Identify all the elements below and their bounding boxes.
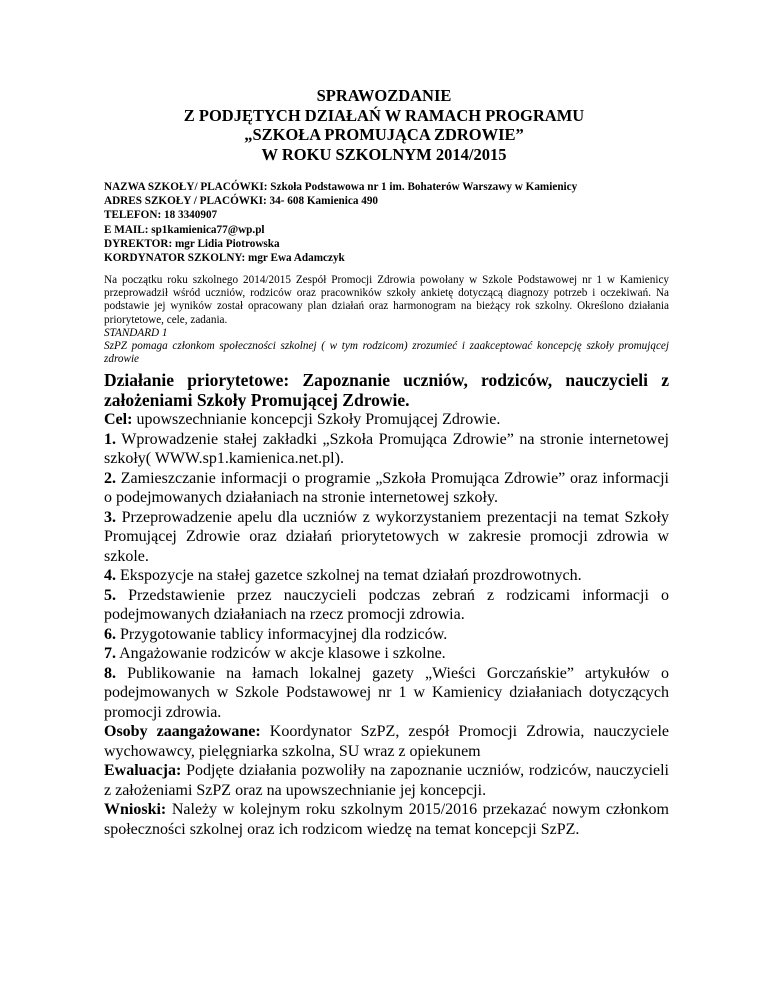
action-item-number: 4. [104,567,116,584]
goal-label: Cel: [104,411,133,428]
action-item [104,625,669,645]
title-line: W ROKU SZKOLNYM 2014/2015 [261,144,507,164]
people-paragraph [104,722,669,761]
action-item-text: Zamieszczanie informacji o programie „Szkoła Promująca Zdrowie” oraz informacji o podejmowanych działaniach na stronie internetowej szkoły. [104,469,669,506]
standard-label: STANDARD 1 [104,326,168,339]
action-item [104,508,669,567]
action-item-text: Angażowanie rodziców w akcje klasowe i szkolne. [116,645,446,662]
action-item [104,586,669,625]
school-email-line: E MAIL: sp1kamienica77@wp.pl [104,223,265,236]
school-coordinator-line: KORDYNATOR SZKOLNY: mgr Ewa Adamczyk [104,252,345,265]
conclusions-paragraph [104,800,669,839]
action-item [104,469,669,508]
intro-paragraph: Na początku roku szkolnego 2014/2015 Zespół Promocji Zdrowia powołany w Szkole Podstawowej nr 1 w Kamienicy przeprowadził wśród uczniów, rodziców oraz pracowników szkoły ankietę dotyczącą diagnozy potrzeb i oczekiwań. Na podstawie jej wyników został opracowany plan działań oraz harmonogram na bieżący rok szkolny. Określono działania priorytetowe, cele, zadania. [104,274,669,326]
action-item-number: 6. [104,625,116,643]
report-title [0,86,768,164]
action-item [104,664,669,723]
school-address-line: ADRES SZKOŁY / PLACÓWKI: 34- 608 Kamienica 490 [104,195,379,208]
title-line: SPRAWOZDANIE [316,86,452,105]
conclusions-label: Wnioski: [104,801,167,818]
action-item-text: Przygotowanie tablicy informacyjnej dla rodziców. [116,625,448,643]
intro-section [104,274,669,366]
priority-action-heading: Działanie priorytetowe: Zapoznanie uczniów, rodziców, nauczycieli z założeniami Szkoły Promującej Zdrowie. [104,370,669,410]
action-item-number: 5. [104,586,116,604]
action-item-number: 1. [104,430,116,448]
school-name-line: NAZWA SZKOŁY/ PLACÓWKI: Szkoła Podstawowa nr 1 im. Bohaterów Warszawy w Kamienicy [104,181,578,193]
action-item [104,566,669,586]
action-item [104,644,669,664]
goal-text: upowszechnianie koncepcji Szkoły Promującej Zdrowie. [132,411,501,428]
title-line: „SZKOŁA PROMUJĄCA ZDROWIE” [244,125,524,144]
goal-paragraph [104,410,669,430]
evaluation-paragraph [104,761,669,800]
action-item-text: Przedstawienie przez nauczycieli podczas zebrań z rodzicami informacji o podejmowanych działaniach na rzecz promocji zdrowia. [104,586,669,623]
people-label: Osoby zaangażowane: [104,723,261,740]
conclusions-text: Należy w kolejnym roku szkolnym 2015/2016 przekazać nowym członkom społeczności szkolnej oraz ich rodzicom wiedzę na temat koncepcji SzPZ. [104,801,669,838]
school-info [104,180,577,265]
action-item-number: 3. [104,508,116,526]
action-item [104,430,669,469]
standard-text: SzPZ pomaga członkom społeczności szkolnej ( w tym rodzicom) zrozumieć i zaakceptować koncepcję szkoły promującej zdrowie [104,340,669,366]
action-item-text: Publikowanie na łamach lokalnej gazety „Wieści Gorczańskie” artykułów o podejmowanych w Szkole Podstawowej nr 1 w Kamienicy działaniach dotyczących promocji zdrowia. [104,664,669,721]
school-director-line: DYREKTOR: mgr Lidia Piotrowska [104,237,280,250]
action-item-text: Ekspozycje na stałej gazetce szkolnej na temat działań prozdrowotnych. [116,567,582,584]
evaluation-label: Ewaluacja: [104,762,182,779]
action-item-text: Przeprowadzenie apelu dla uczniów z wykorzystaniem prezentacji na temat Szkoły Promującej Zdrowie oraz działań priorytetowych w zakresie promocji zdrowia w szkole. [104,508,669,565]
action-item-number: 8. [104,664,116,682]
action-item-number: 7. [104,645,116,662]
title-line: Z PODJĘTYCH DZIAŁAŃ W RAMACH PROGRAMU [183,105,585,125]
action-item-number: 2. [104,469,116,487]
action-item-text: Wprowadzenie stałej zakładki „Szkoła Promująca Zdrowie” na stronie internetowej szkoły( WWW.sp1.kamienica.net.pl). [104,430,669,467]
school-phone-line: TELEFON: 18 3340907 [104,209,218,222]
people-text: Koordynator SzPZ, zespół Promocji Zdrowia, nauczyciele wychowawcy, pielęgniarka szkolna, SU wraz z opiekunem [104,723,669,760]
evaluation-text: Podjęte działania pozwoliły na zapoznanie uczniów, rodziców, nauczycieli z założeniami SzPZ oraz na upowszechnianie jej koncepcji. [104,762,669,799]
action-section [104,370,669,839]
